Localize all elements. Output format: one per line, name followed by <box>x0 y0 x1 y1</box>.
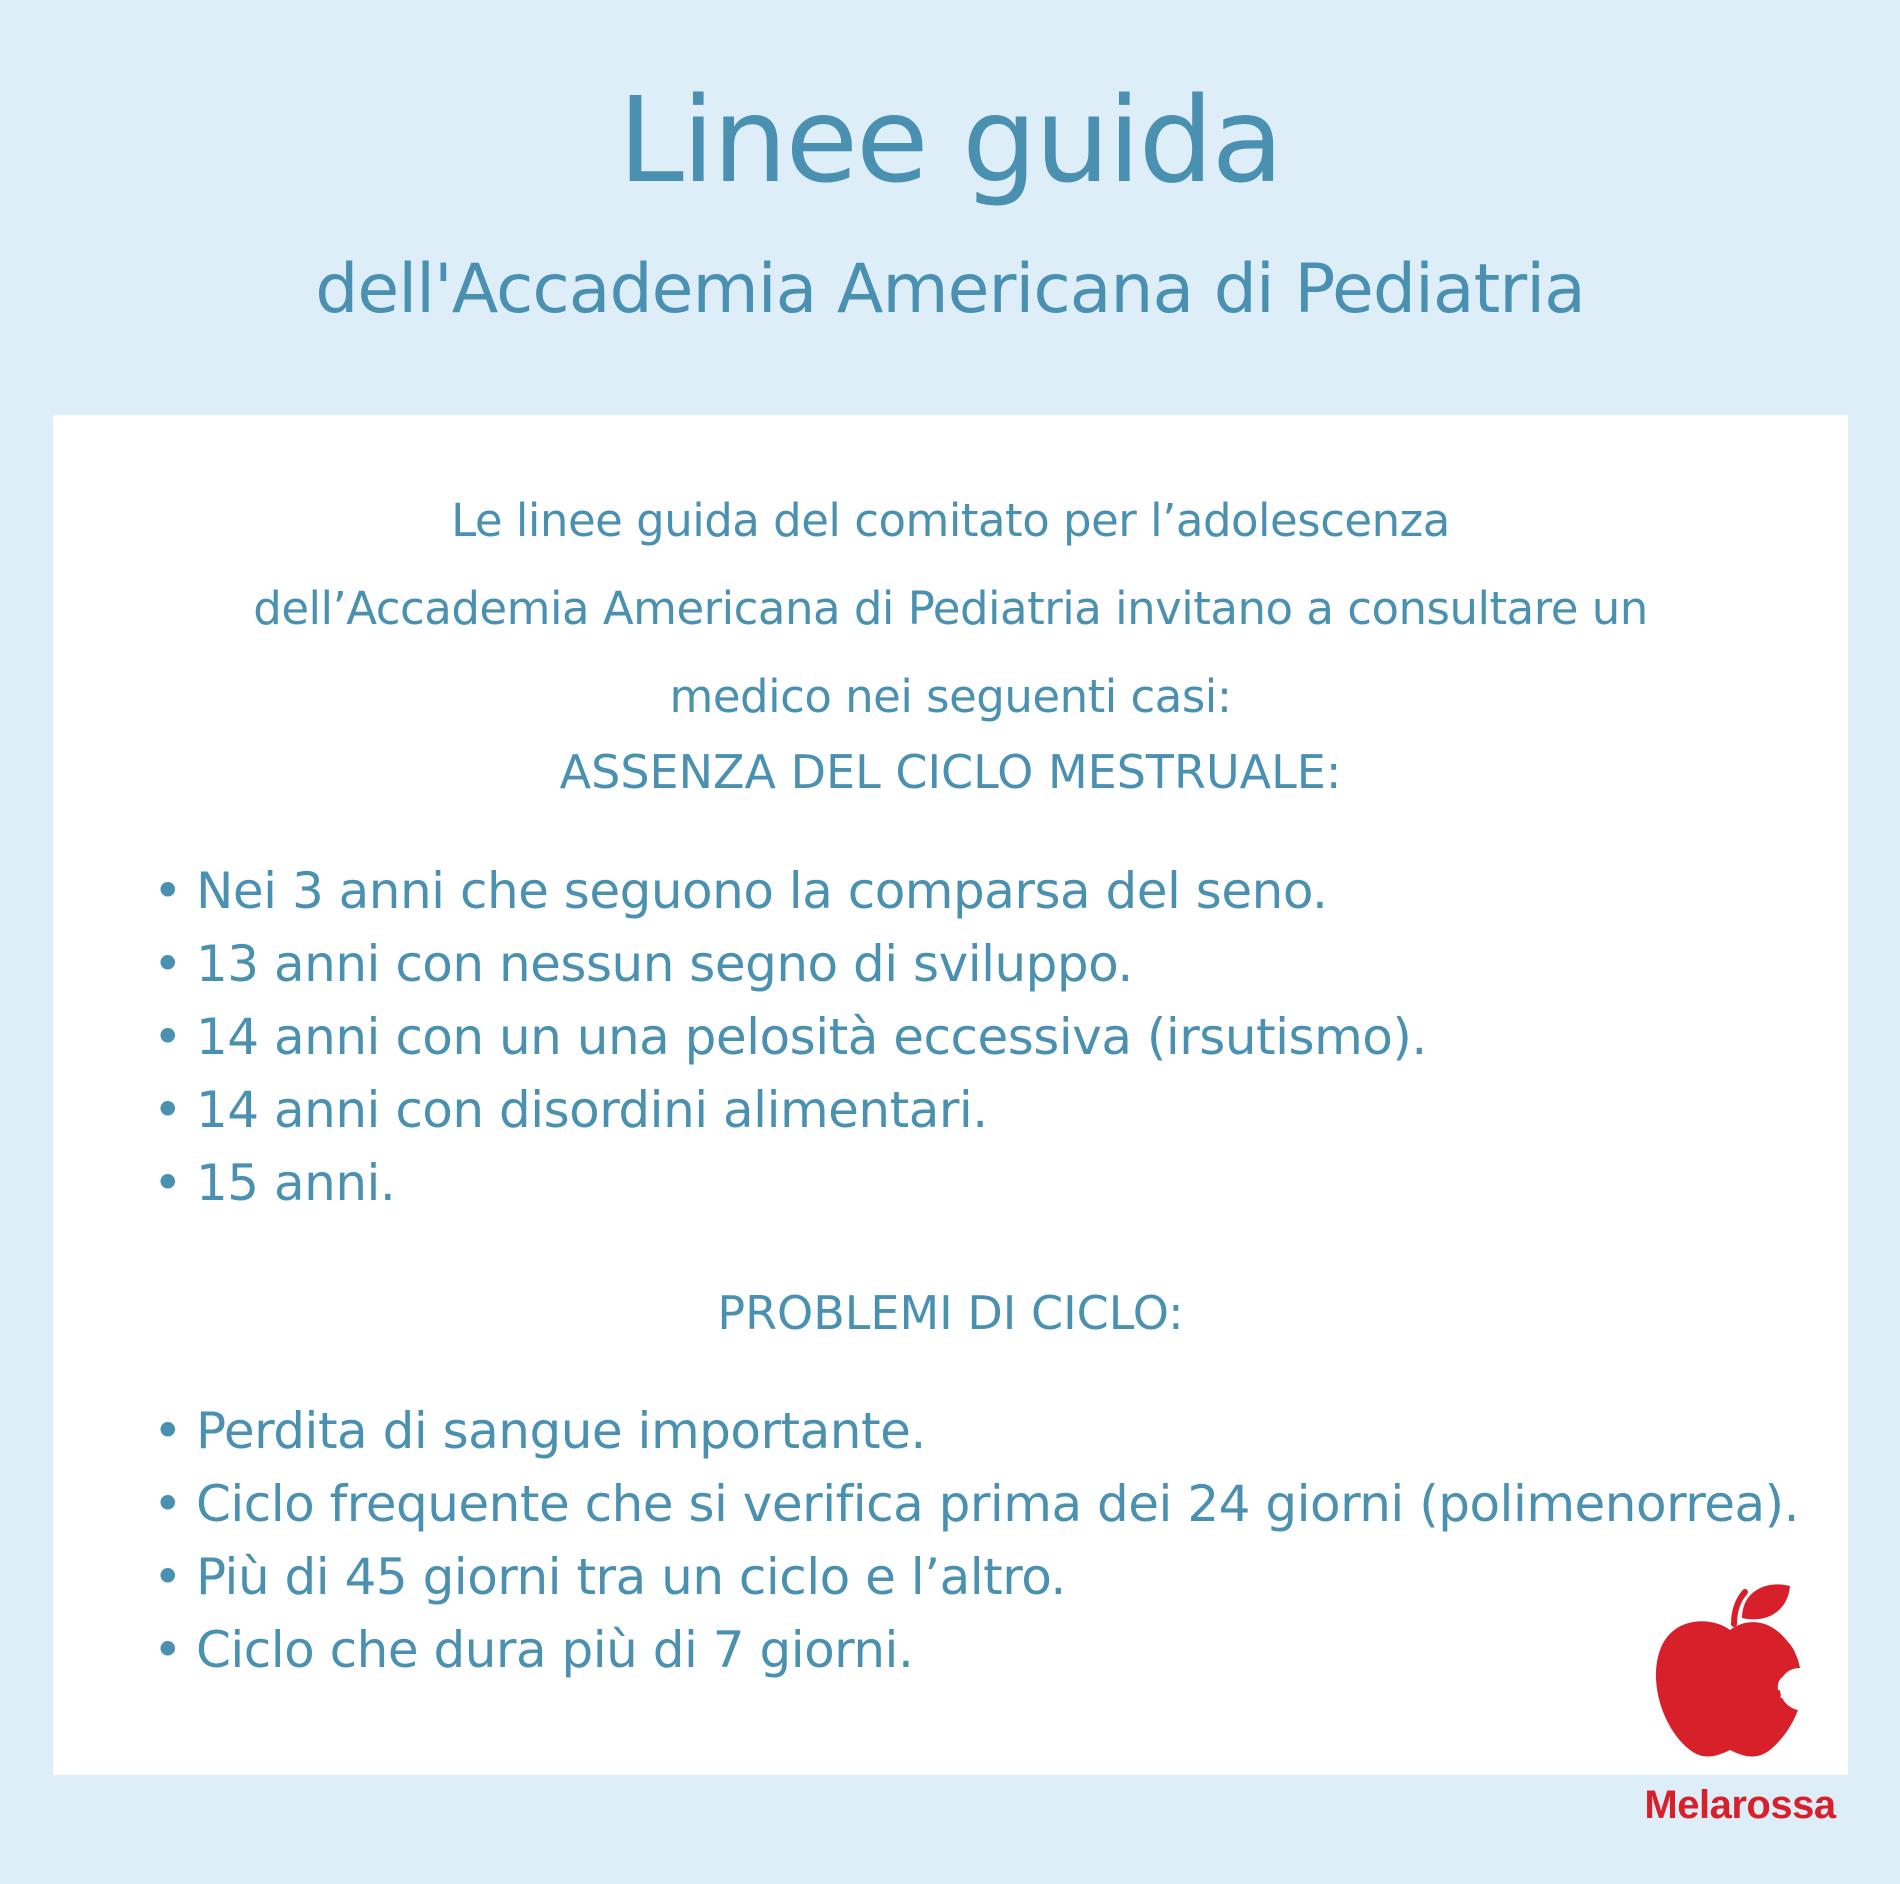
bullet: • <box>153 1402 182 1460</box>
bullet: • <box>153 1154 182 1212</box>
section-heading-problemi: PROBLEMI DI CICLO: <box>717 1286 1184 1340</box>
list-item-text: Perdita di sangue importante. <box>196 1402 926 1460</box>
list-item-text: Ciclo frequente che si verifica prima dei 24 giorni (polimenorrea). <box>196 1475 1800 1533</box>
list-item <box>153 928 1427 1001</box>
list-item <box>153 1395 1799 1468</box>
bullet: • <box>153 862 182 920</box>
page-subtitle: dell'Accademia Americana di Pediatria <box>315 250 1585 329</box>
intro-line: Le linee guida del comitato per l’adolescenza <box>451 494 1450 547</box>
list-item <box>153 855 1427 928</box>
bullet: • <box>153 935 182 993</box>
list-item <box>153 1001 1427 1074</box>
list-item <box>153 1614 1799 1687</box>
list-item-text: Ciclo che dura più di 7 giorni. <box>196 1621 914 1679</box>
page-header <box>0 0 1900 415</box>
list-item <box>153 1541 1799 1614</box>
intro-paragraph <box>53 477 1848 741</box>
bullet: • <box>153 1475 182 1533</box>
intro-line: medico nei seguenti casi: <box>669 670 1232 723</box>
bullet: • <box>153 1621 182 1679</box>
apple-icon <box>1650 1580 1810 1765</box>
list-item-text: 15 anni. <box>196 1154 396 1212</box>
list-item <box>153 1074 1427 1147</box>
list-assenza <box>153 855 1427 1220</box>
content-card <box>53 415 1848 1775</box>
list-problemi <box>153 1395 1799 1687</box>
melarossa-logo <box>1615 1580 1865 1860</box>
list-item <box>153 1468 1799 1541</box>
list-item-text: 14 anni con un una pelosità eccessiva (irsutismo). <box>196 1008 1427 1066</box>
list-item-text: Più di 45 giorni tra un ciclo e l’altro. <box>196 1548 1066 1606</box>
list-item <box>153 1147 1427 1220</box>
intro-line: dell’Accademia Americana di Pediatria invitano a consultare un <box>253 582 1648 635</box>
bullet: • <box>153 1081 182 1139</box>
list-item-text: Nei 3 anni che seguono la comparsa del seno. <box>196 862 1328 920</box>
list-item-text: 14 anni con disordini alimentari. <box>196 1081 988 1139</box>
brand-name: Melarossa <box>1644 1783 1836 1827</box>
section-heading-assenza: ASSENZA DEL CICLO MESTRUALE: <box>559 745 1342 799</box>
page-title: Linee guida <box>618 71 1282 209</box>
bullet: • <box>153 1008 182 1066</box>
bullet: • <box>153 1548 182 1606</box>
list-item-text: 13 anni con nessun segno di sviluppo. <box>196 935 1133 993</box>
